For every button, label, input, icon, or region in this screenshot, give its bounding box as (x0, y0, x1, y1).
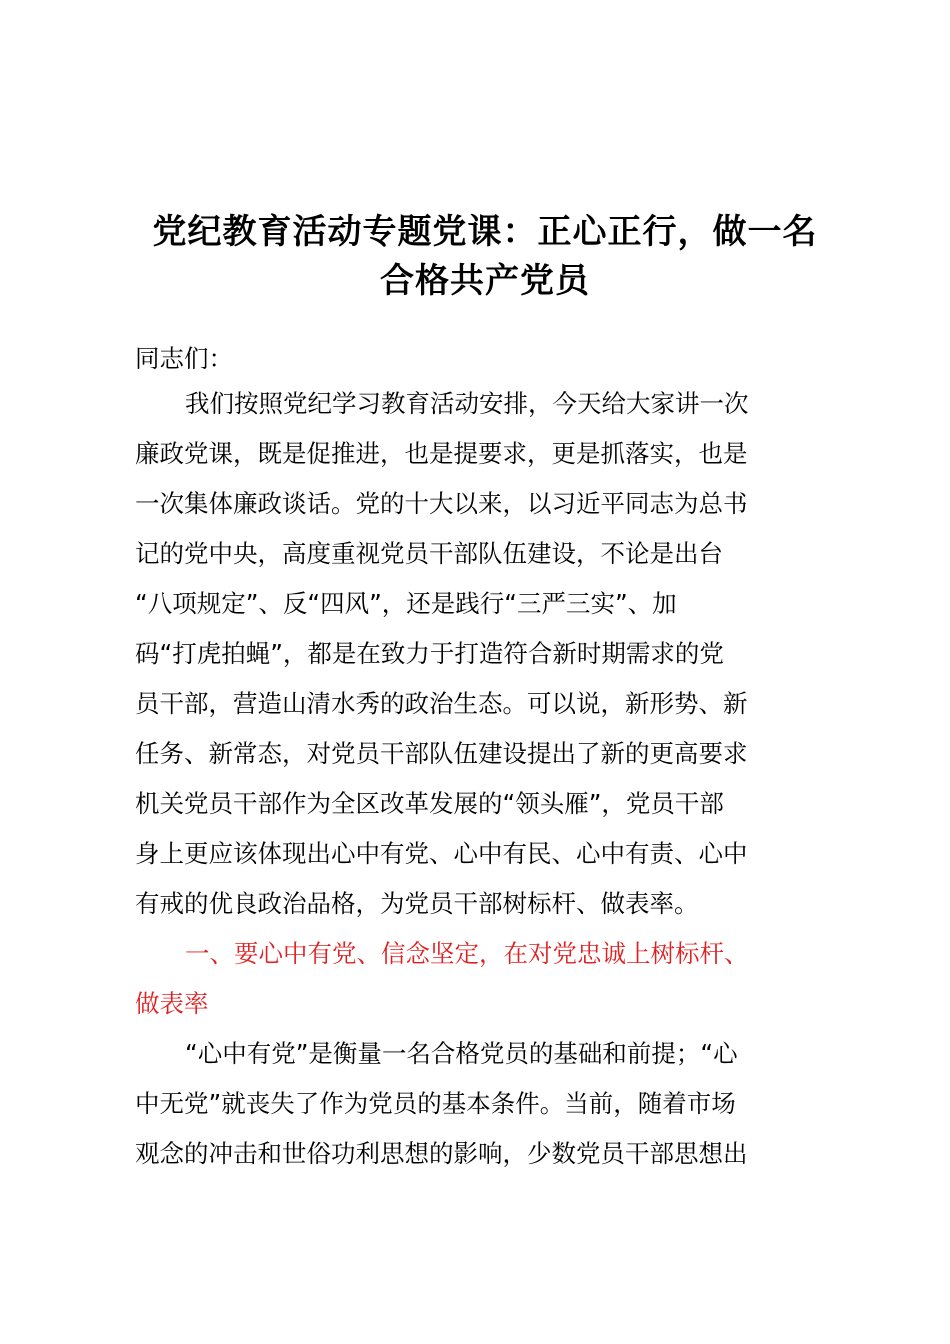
paragraph-line: 中无党”就丧失了作为党员的基本条件。当前，随着市场 (135, 1089, 736, 1118)
paragraph-line: 一次集体廉政谈话。党的十大以来，以习近平同志为总书 (135, 489, 748, 518)
section-heading-1 (135, 929, 835, 1029)
paragraph-line: 廉政党课，既是促推进，也是提要求，更是抓落实，也是 (135, 439, 748, 468)
paragraph-line: “八项规定”、反“四风”，还是践行“三严三实”、加 (135, 589, 677, 618)
paragraph-line: 员干部，营造山清水秀的政治生态。可以说，新形势、新 (135, 689, 748, 718)
salutation-text: 同志们： (135, 344, 233, 373)
title-line: 合格共产党员 (380, 261, 590, 301)
paragraph-line: “心中有党”是衡量一名合格党员的基础和前提；“心 (185, 1039, 738, 1068)
heading-line: 做表率 (135, 989, 209, 1018)
paragraph-line: 我们按照党纪学习教育活动安排，今天给大家讲一次 (185, 389, 749, 418)
paragraph-line: 观念的冲击和世俗功利思想的影响，少数党员干部思想出 (135, 1139, 748, 1168)
title-line: 党纪教育活动专题党课：正心正行，做一名 (152, 212, 818, 252)
paragraph-line: 码“打虎拍蝇”，都是在致力于打造符合新时期需求的党 (135, 639, 724, 668)
paragraph-2 (135, 1029, 835, 1179)
paragraph-line: 记的党中央，高度重视党员干部队伍建设，不论是出台 (135, 539, 723, 568)
paragraph-line: 任务、新常态，对党员干部队伍建设提出了新的更高要求 (135, 739, 748, 768)
paragraph-line: 身上更应该体现出心中有党、心中有民、心中有责、心中 (135, 839, 748, 868)
heading-line: 一、要心中有党、信念坚定，在对党忠诚上树标杆、 (185, 939, 749, 968)
paragraph-line: 机关党员干部作为全区改革发展的“领头雁”，党员干部 (135, 789, 724, 818)
document-title (120, 208, 850, 306)
salutation (135, 334, 835, 384)
paragraph-line: 有戒的优良政治品格，为党员干部树标杆、做表率。 (135, 889, 699, 918)
paragraph-1 (135, 379, 835, 929)
